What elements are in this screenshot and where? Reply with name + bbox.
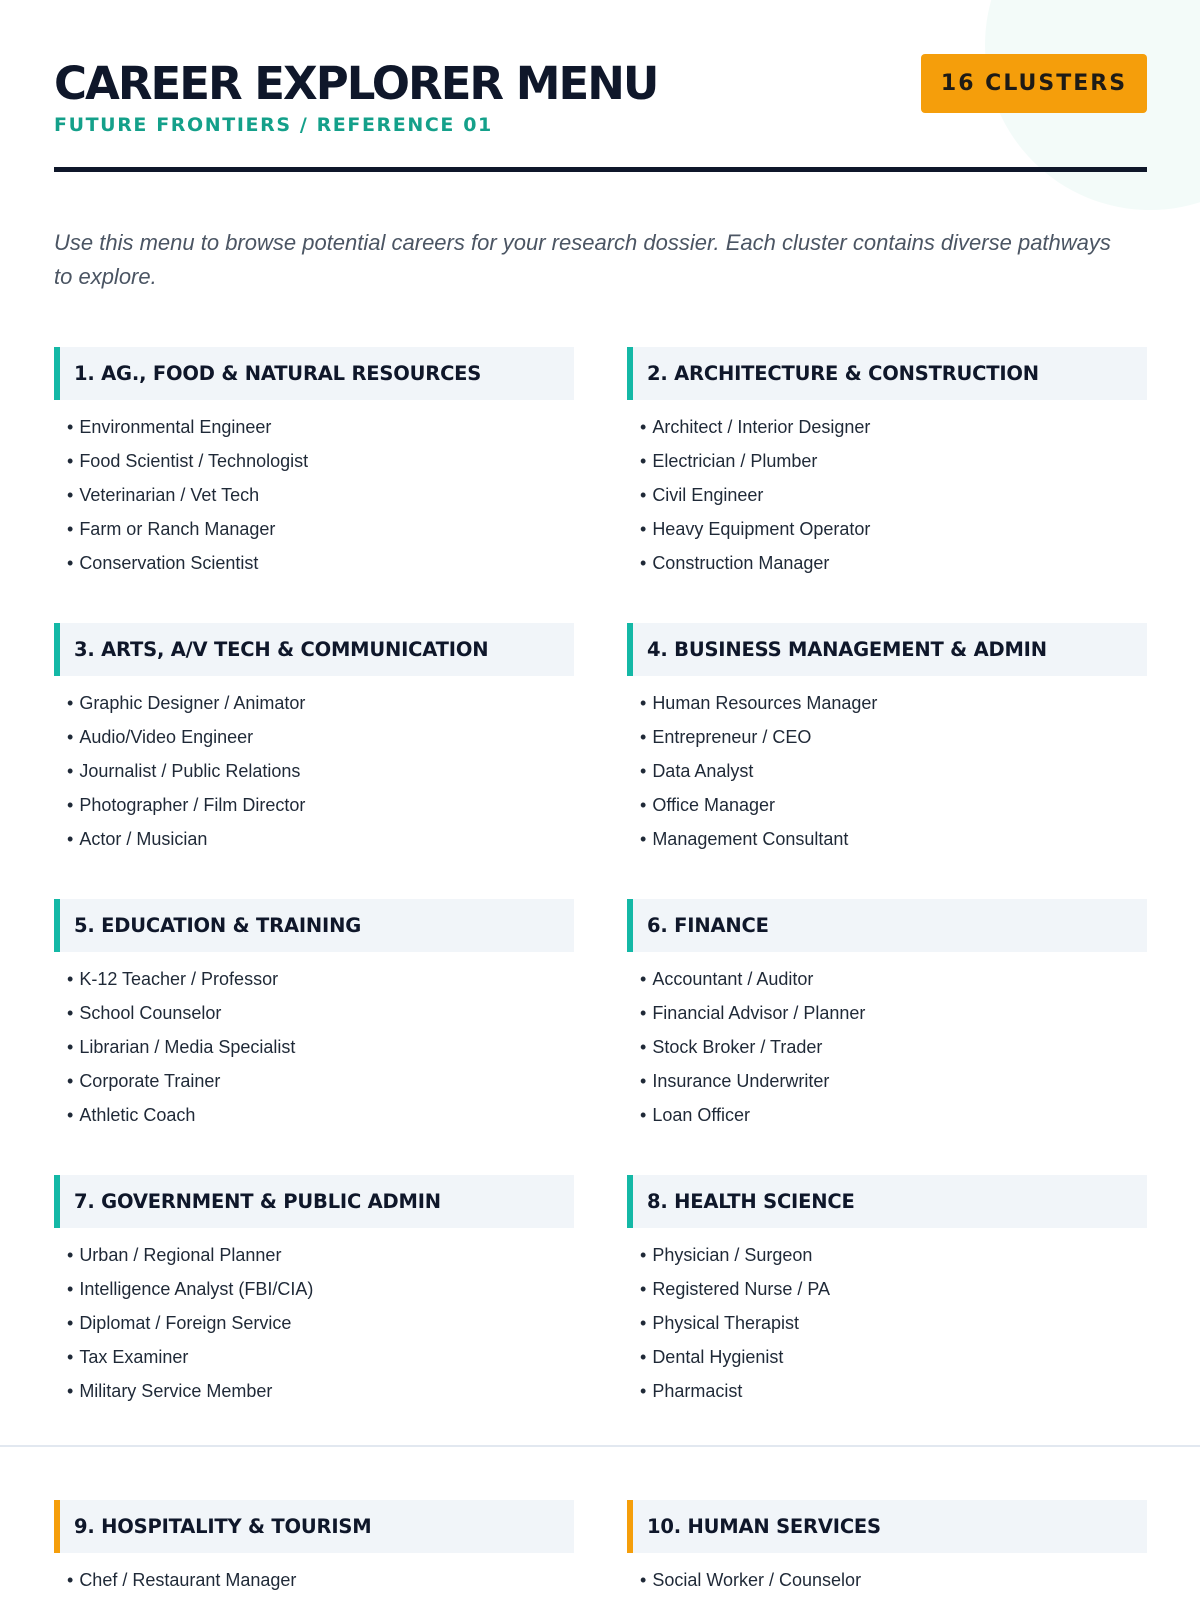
- career-item: • Office Manager: [640, 795, 776, 815]
- cluster-heading: 3. ARTS, A/V TECH & COMMUNICATION: [54, 623, 574, 676]
- career-item: • Entrepreneur / CEO: [640, 727, 812, 747]
- career-item: • Veterinarian / Vet Tech: [67, 485, 260, 505]
- career-item: • Civil Engineer: [640, 485, 764, 505]
- cluster-card: [54, 623, 574, 856]
- career-list: [54, 1238, 574, 1408]
- career-item: • Architect / Interior Designer: [640, 417, 871, 437]
- career-item: • Actor / Musician: [67, 829, 208, 849]
- page-subtitle: FUTURE FRONTIERS / REFERENCE 01: [54, 114, 493, 136]
- cluster-heading: 9. HOSPITALITY & TOURISM: [54, 1500, 574, 1553]
- career-item: • Heavy Equipment Operator: [640, 519, 871, 539]
- career-list: [627, 1238, 1147, 1408]
- career-item: • Food Scientist / Technologist: [67, 451, 309, 471]
- career-item: • Physical Therapist: [640, 1313, 800, 1333]
- career-item: • Human Resources Manager: [640, 693, 878, 713]
- career-item: • Data Analyst: [640, 761, 754, 781]
- career-item: • Environmental Engineer: [67, 417, 272, 437]
- career-item: • Corporate Trainer: [67, 1071, 221, 1091]
- career-item: • Electrician / Plumber: [640, 451, 818, 471]
- cluster-card: [627, 899, 1147, 1132]
- cluster-heading: 2. ARCHITECTURE & CONSTRUCTION: [627, 347, 1147, 400]
- career-item: • Social Worker / Counselor: [640, 1570, 862, 1590]
- career-item: • Dental Hygienist: [640, 1347, 784, 1367]
- career-item: • Athletic Coach: [67, 1105, 196, 1125]
- cluster-heading: 6. FINANCE: [627, 899, 1147, 952]
- cluster-heading: 5. EDUCATION & TRAINING: [54, 899, 574, 952]
- page-title: CAREER EXPLORER MENU: [54, 57, 658, 110]
- career-item: • Stock Broker / Trader: [640, 1037, 823, 1057]
- career-list: [627, 686, 1147, 856]
- page-break-divider: [0, 1445, 1200, 1447]
- career-item: • Intelligence Analyst (FBI/CIA): [67, 1279, 314, 1299]
- career-item: • Graphic Designer / Animator: [67, 693, 306, 713]
- cluster-grid: [54, 347, 1147, 1408]
- cluster-heading: 1. AG., FOOD & NATURAL RESOURCES: [54, 347, 574, 400]
- career-item: • Diplomat / Foreign Service: [67, 1313, 292, 1333]
- cluster-grid-page2: [54, 1500, 1147, 1597]
- header-rule: [54, 167, 1147, 172]
- career-item: • Financial Advisor / Planner: [640, 1003, 866, 1023]
- career-item: • Conservation Scientist: [67, 553, 259, 573]
- cluster-heading: 7. GOVERNMENT & PUBLIC ADMIN: [54, 1175, 574, 1228]
- career-item: • Physician / Surgeon: [640, 1245, 813, 1265]
- cluster-card: [54, 347, 574, 580]
- career-item: • Loan Officer: [640, 1105, 751, 1125]
- career-item: • School Counselor: [67, 1003, 222, 1023]
- career-list: [54, 962, 574, 1132]
- career-item: • Military Service Member: [67, 1381, 273, 1401]
- career-list: [627, 962, 1147, 1132]
- career-item: • K-12 Teacher / Professor: [67, 969, 279, 989]
- career-list: [627, 410, 1147, 580]
- career-item: • Photographer / Film Director: [67, 795, 306, 815]
- cluster-card: [627, 347, 1147, 580]
- cluster-count-badge: 16 CLUSTERS: [921, 54, 1147, 113]
- cluster-card: [54, 899, 574, 1132]
- cluster-card: [627, 1175, 1147, 1408]
- cluster-heading: 8. HEALTH SCIENCE: [627, 1175, 1147, 1228]
- cluster-heading: 10. HUMAN SERVICES: [627, 1500, 1147, 1553]
- page-header: [54, 58, 1147, 136]
- career-item: • Urban / Regional Planner: [67, 1245, 282, 1265]
- career-item: • Journalist / Public Relations: [67, 761, 301, 781]
- career-item: • Construction Manager: [640, 553, 830, 573]
- career-list: [627, 1563, 1147, 1597]
- career-item: • Chef / Restaurant Manager: [67, 1570, 297, 1590]
- cluster-heading: 4. BUSINESS MANAGEMENT & ADMIN: [627, 623, 1147, 676]
- cluster-card: [54, 1175, 574, 1408]
- career-list: [54, 686, 574, 856]
- career-item: • Registered Nurse / PA: [640, 1279, 831, 1299]
- cluster-card: [627, 623, 1147, 856]
- career-item: • Management Consultant: [640, 829, 849, 849]
- career-item: • Insurance Underwriter: [640, 1071, 830, 1091]
- career-item: • Audio/Video Engineer: [67, 727, 254, 747]
- career-list: [54, 410, 574, 580]
- career-item: • Tax Examiner: [67, 1347, 189, 1367]
- career-list: [54, 1563, 574, 1597]
- career-item: • Farm or Ranch Manager: [67, 519, 276, 539]
- career-item: • Pharmacist: [640, 1381, 743, 1401]
- career-item: • Accountant / Auditor: [640, 969, 814, 989]
- intro-text: Use this menu to browse potential careers for your research dossier. Each cluster contains diverse pathways to explore.: [54, 230, 1111, 289]
- career-item: • Librarian / Media Specialist: [67, 1037, 296, 1057]
- cluster-card: [54, 1500, 574, 1597]
- cluster-card: [627, 1500, 1147, 1597]
